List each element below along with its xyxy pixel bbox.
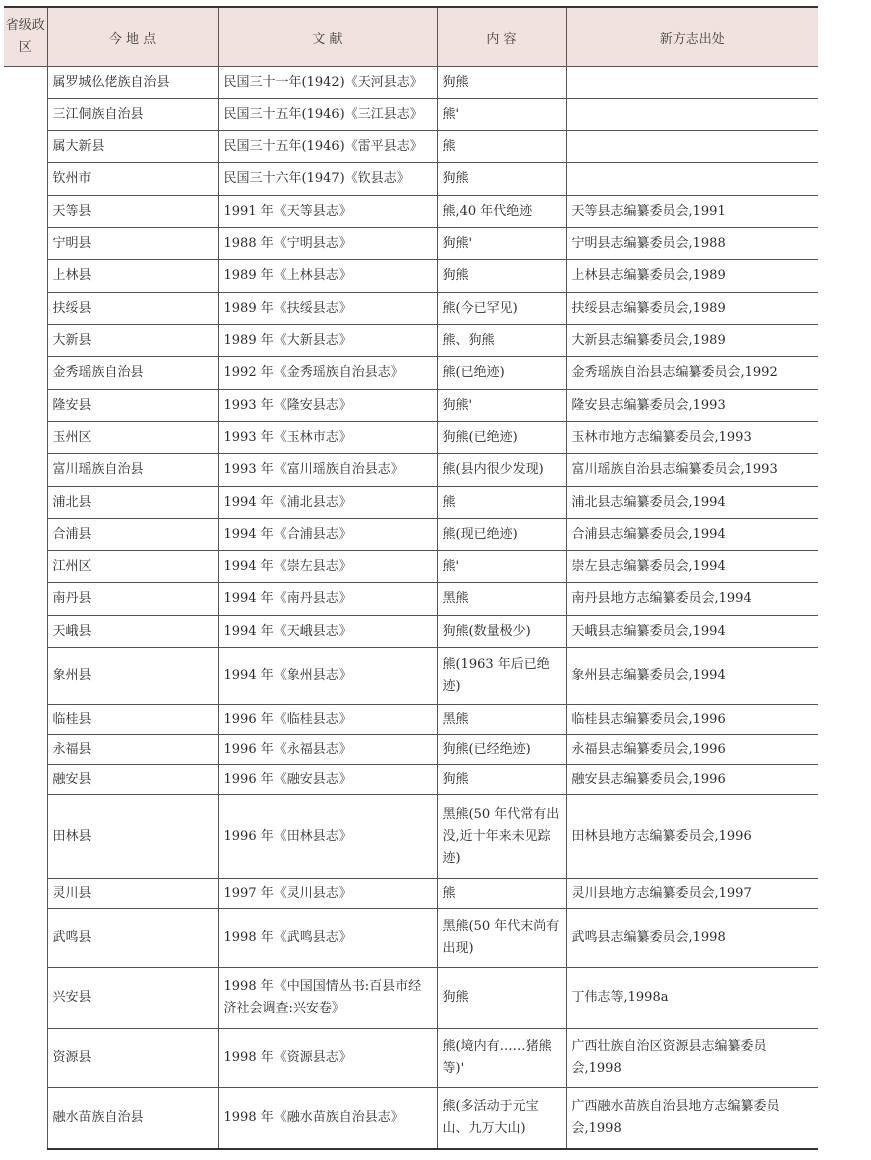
header-source: 新方志出处 xyxy=(566,7,818,67)
place-cell: 象州县 xyxy=(47,648,218,705)
literature-cell: 民国三十五年(1946)《三江县志》 xyxy=(218,99,437,131)
literature-cell: 1993 年《玉林市志》 xyxy=(218,422,437,454)
table-row xyxy=(4,616,818,648)
literature-cell: 民国三十六年(1947)《钦县志》 xyxy=(218,163,437,196)
table-row xyxy=(4,551,818,583)
literature-cell: 1994 年《象州县志》 xyxy=(218,648,437,705)
source-cell: 象州县志编纂委员会,1994 xyxy=(566,648,818,705)
literature-cell: 1996 年《临桂县志》 xyxy=(218,705,437,735)
content-cell: 熊、狗熊 xyxy=(437,325,566,357)
content-cell: 狗熊' xyxy=(437,228,566,260)
place-cell: 南丹县 xyxy=(47,583,218,616)
table-row xyxy=(4,583,818,616)
table-body xyxy=(4,67,818,1149)
content-cell: 熊(县内很少发现) xyxy=(437,454,566,487)
source-cell: 金秀瑶族自治县志编纂委员会,1992 xyxy=(566,357,818,390)
table-row xyxy=(4,795,818,879)
literature-cell: 1996 年《田林县志》 xyxy=(218,795,437,879)
content-cell: 黑熊(50 年代末尚有出现) xyxy=(437,909,566,968)
place-cell: 合浦县 xyxy=(47,519,218,551)
source-cell: 玉林市地方志编纂委员会,1993 xyxy=(566,422,818,454)
source-cell: 广西融水苗族自治县地方志编纂委员会,1998 xyxy=(566,1088,818,1149)
table-row xyxy=(4,454,818,487)
table-row xyxy=(4,1088,818,1149)
table-header xyxy=(4,7,818,67)
table-row xyxy=(4,99,818,131)
table-row xyxy=(4,357,818,390)
literature-cell: 1988 年《宁明县志》 xyxy=(218,228,437,260)
place-cell: 田林县 xyxy=(47,795,218,879)
source-cell: 灵川县地方志编纂委员会,1997 xyxy=(566,879,818,909)
literature-cell: 民国三十一年(1942)《天河县志》 xyxy=(218,67,437,99)
place-cell: 武鸣县 xyxy=(47,909,218,968)
source-cell: 富川瑶族自治县志编纂委员会,1993 xyxy=(566,454,818,487)
place-cell: 灵川县 xyxy=(47,879,218,909)
source-cell: 丁伟志等,1998a xyxy=(566,968,818,1029)
literature-cell: 民国三十五年(1946)《雷平县志》 xyxy=(218,131,437,163)
content-cell: 狗熊 xyxy=(437,968,566,1029)
source-cell xyxy=(566,163,818,196)
content-cell: 黑熊 xyxy=(437,583,566,616)
content-cell: 熊(多活动于元宝山、九万大山) xyxy=(437,1088,566,1149)
table-row xyxy=(4,228,818,260)
content-cell: 狗熊 xyxy=(437,67,566,99)
source-cell: 临桂县志编纂委员会,1996 xyxy=(566,705,818,735)
table-row xyxy=(4,422,818,454)
literature-cell: 1994 年《浦北县志》 xyxy=(218,487,437,519)
table-row xyxy=(4,196,818,228)
source-cell xyxy=(566,99,818,131)
literature-cell: 1997 年《灵川县志》 xyxy=(218,879,437,909)
literature-cell: 1996 年《融安县志》 xyxy=(218,765,437,795)
place-cell: 宁明县 xyxy=(47,228,218,260)
content-cell: 熊 xyxy=(437,487,566,519)
source-cell: 浦北县志编纂委员会,1994 xyxy=(566,487,818,519)
source-cell: 扶绥县志编纂委员会,1989 xyxy=(566,293,818,325)
content-cell: 黑熊 xyxy=(437,705,566,735)
table-row xyxy=(4,519,818,551)
place-cell: 兴安县 xyxy=(47,968,218,1029)
content-cell: 熊(今已罕见) xyxy=(437,293,566,325)
table-row xyxy=(4,325,818,357)
content-cell: 熊(已绝迹) xyxy=(437,357,566,390)
literature-cell: 1992 年《金秀瑶族自治县志》 xyxy=(218,357,437,390)
place-cell: 隆安县 xyxy=(47,390,218,422)
source-cell: 永福县志编纂委员会,1996 xyxy=(566,735,818,765)
place-cell: 富川瑶族自治县 xyxy=(47,454,218,487)
place-cell: 大新县 xyxy=(47,325,218,357)
content-cell: 熊,40 年代绝迹 xyxy=(437,196,566,228)
header-place: 今 地 点 xyxy=(47,7,218,67)
table-row xyxy=(4,67,818,99)
place-cell: 江州区 xyxy=(47,551,218,583)
table-row xyxy=(4,390,818,422)
table-row xyxy=(4,1029,818,1088)
source-cell: 合浦县志编纂委员会,1994 xyxy=(566,519,818,551)
table-row xyxy=(4,879,818,909)
content-cell: 黑熊(50 年代常有出没,近十年来未见踪迹) xyxy=(437,795,566,879)
literature-cell: 1993 年《隆安县志》 xyxy=(218,390,437,422)
source-cell: 田林县地方志编纂委员会,1996 xyxy=(566,795,818,879)
literature-cell: 1998 年《武鸣县志》 xyxy=(218,909,437,968)
source-cell xyxy=(566,67,818,99)
place-cell: 融安县 xyxy=(47,765,218,795)
content-cell: 熊(1963 年后已绝迹) xyxy=(437,648,566,705)
place-cell: 资源县 xyxy=(47,1029,218,1088)
content-cell: 熊 xyxy=(437,879,566,909)
source-cell: 天峨县志编纂委员会,1994 xyxy=(566,616,818,648)
literature-cell: 1989 年《大新县志》 xyxy=(218,325,437,357)
table-row xyxy=(4,968,818,1029)
table-row xyxy=(4,735,818,765)
source-cell: 隆安县志编纂委员会,1993 xyxy=(566,390,818,422)
literature-cell: 1994 年《南丹县志》 xyxy=(218,583,437,616)
content-cell: 狗熊 xyxy=(437,765,566,795)
table-row xyxy=(4,260,818,293)
place-cell: 浦北县 xyxy=(47,487,218,519)
literature-cell: 1998 年《融水苗族自治县志》 xyxy=(218,1088,437,1149)
table-row xyxy=(4,909,818,968)
source-cell: 天等县志编纂委员会,1991 xyxy=(566,196,818,228)
header-province: 省级政区 xyxy=(4,7,47,67)
place-cell: 天等县 xyxy=(47,196,218,228)
content-cell: 狗熊 xyxy=(437,260,566,293)
source-cell: 上林县志编纂委员会,1989 xyxy=(566,260,818,293)
content-cell: 熊' xyxy=(437,99,566,131)
table-row xyxy=(4,163,818,196)
source-cell xyxy=(566,131,818,163)
source-cell: 大新县志编纂委员会,1989 xyxy=(566,325,818,357)
literature-cell: 1996 年《永福县志》 xyxy=(218,735,437,765)
place-cell: 玉州区 xyxy=(47,422,218,454)
table-row xyxy=(4,648,818,705)
place-cell: 融水苗族自治县 xyxy=(47,1088,218,1149)
place-cell: 永福县 xyxy=(47,735,218,765)
content-cell: 熊' xyxy=(437,551,566,583)
place-cell: 金秀瑶族自治县 xyxy=(47,357,218,390)
source-cell: 广西壮族自治区资源县志编纂委员会,1998 xyxy=(566,1029,818,1088)
content-cell: 狗熊' xyxy=(437,390,566,422)
header-literature: 文 献 xyxy=(218,7,437,67)
literature-cell: 1989 年《扶绥县志》 xyxy=(218,293,437,325)
content-cell: 狗熊(已绝迹) xyxy=(437,422,566,454)
source-cell: 宁明县志编纂委员会,1988 xyxy=(566,228,818,260)
header-content: 内 容 xyxy=(437,7,566,67)
source-cell: 崇左县志编纂委员会,1994 xyxy=(566,551,818,583)
source-cell: 融安县志编纂委员会,1996 xyxy=(566,765,818,795)
table-row xyxy=(4,131,818,163)
table-row xyxy=(4,293,818,325)
content-cell: 狗熊 xyxy=(437,163,566,196)
table-row xyxy=(4,487,818,519)
content-cell: 熊(境内有……猪熊等)' xyxy=(437,1029,566,1088)
content-cell: 熊 xyxy=(437,131,566,163)
literature-cell: 1998 年《资源县志》 xyxy=(218,1029,437,1088)
content-cell: 熊(现已绝迹) xyxy=(437,519,566,551)
place-cell: 属罗城仫佬族自治县 xyxy=(47,67,218,99)
literature-cell: 1993 年《富川瑶族自治县志》 xyxy=(218,454,437,487)
literature-cell: 1994 年《崇左县志》 xyxy=(218,551,437,583)
place-cell: 三江侗族自治县 xyxy=(47,99,218,131)
data-table xyxy=(4,6,818,1150)
place-cell: 钦州市 xyxy=(47,163,218,196)
province-cell xyxy=(4,67,47,1149)
place-cell: 属大新县 xyxy=(47,131,218,163)
source-cell: 武鸣县志编纂委员会,1998 xyxy=(566,909,818,968)
literature-cell: 1991 年《天等县志》 xyxy=(218,196,437,228)
place-cell: 上林县 xyxy=(47,260,218,293)
content-cell: 狗熊(已经绝迹) xyxy=(437,735,566,765)
literature-cell: 1989 年《上林县志》 xyxy=(218,260,437,293)
table-row xyxy=(4,705,818,735)
literature-cell: 1994 年《天峨县志》 xyxy=(218,616,437,648)
content-cell: 狗熊(数量极少) xyxy=(437,616,566,648)
literature-cell: 1998 年《中国国情丛书:百县市经济社会调查:兴安卷》 xyxy=(218,968,437,1029)
place-cell: 天峨县 xyxy=(47,616,218,648)
table-row xyxy=(4,765,818,795)
place-cell: 扶绥县 xyxy=(47,293,218,325)
place-cell: 临桂县 xyxy=(47,705,218,735)
literature-cell: 1994 年《合浦县志》 xyxy=(218,519,437,551)
source-cell: 南丹县地方志编纂委员会,1994 xyxy=(566,583,818,616)
